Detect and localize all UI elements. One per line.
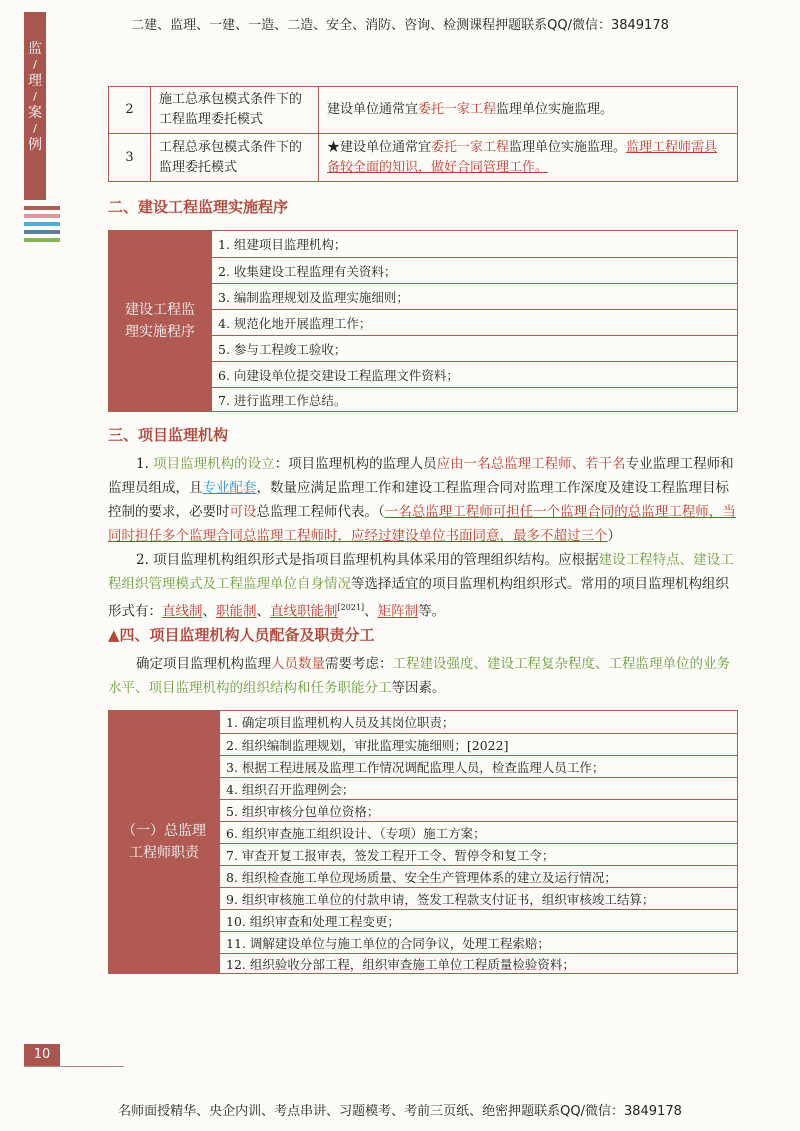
text: ：项目监理机构的监理人员 [274,456,437,472]
chapter-tab-char: 案 [28,105,42,121]
row-content-text: 监理单位实施监理。 [509,139,627,155]
row-content-highlight: 委托一家工程 [431,139,510,155]
deco-stripe [24,230,60,234]
chapter-tab-char: 监 [28,41,42,57]
row-content [319,87,738,134]
list-item: 8. 组织检查施工单位现场质量、安全生产管理体系的建立及运行情况； [220,865,737,887]
row-label: 工程总承包模式条件下的监理委托模式 [151,134,319,182]
procedure-box-label: 建设工程监理实施程序 [108,230,212,412]
text: 、 [364,603,378,620]
row-content-highlight: 监理工程师需具备较全面的知识，做好合同管理工作。 [327,139,718,175]
procedure-box [108,230,738,412]
row-content-highlight: 委托一家工程 [418,102,497,117]
text-highlight: 职能制 [216,603,257,620]
text: 2. 项目监理机构组织形式是指项目监理机构具体采用的管理组织结构。应根据 [136,552,599,568]
paragraph [108,548,738,624]
list-item: 4. 规范化地开展监理工作； [212,309,737,335]
procedure-list [212,230,738,412]
text: 等。 [418,603,446,620]
chapter-tab-sep: / [33,122,37,135]
text-highlight: 建设工程特点、建设工程组织管理模式及工程监理单位自身情况 [108,552,734,592]
section-heading: ▲四、项目监理机构人员配备及职责分工 [108,626,375,644]
table-row [109,87,738,134]
deco-stripe [24,214,60,218]
text: 等选择适宜的项目监理机构组织形式。常用的项目监理机构组织形式有： [108,576,729,620]
paragraph [108,652,738,700]
page-number: 10 [24,1044,60,1066]
text: ） [607,528,621,544]
section-heading: 二、建设工程监理实施程序 [108,198,289,216]
text-highlight: 项目监理机构的设立 [153,456,275,472]
list-item: 5. 参与工程竣工验收； [212,335,737,361]
row-number: 3 [109,134,151,182]
list-item: 9. 组织审核施工单位的付款申请，签发工程款支付证书，组织审核竣工结算； [220,887,737,909]
chapter-tab-sep: / [33,58,37,71]
text: 等因素。 [391,680,446,696]
deco-stripe [24,206,60,210]
duties-box-label: （一）总监理工程师职责 [108,710,220,974]
section-heading: 三、项目监理机构 [108,426,229,444]
chapter-tab-char: 例 [28,137,42,153]
text: 专业监理工程师和监理员组成，且 [108,456,734,496]
text-highlight: 专业配套 [202,480,257,496]
text-highlight: 应由一名总监理工程师、若干名 [436,456,626,472]
text: 、 [202,603,216,620]
text-highlight: 人员数量 [271,656,325,672]
list-item: 10. 组织审查和处理工程变更； [220,909,737,931]
list-item: 2. 收集建设工程监理有关资料； [212,257,737,283]
duties-list [220,710,738,974]
supervision-mode-table [108,86,738,182]
list-item: 3. 编制监理规划及监理实施细则； [212,283,737,309]
list-item: 6. 向建设单位提交建设工程监理文件资料； [212,361,737,387]
deco-stripe [24,238,60,242]
text-highlight: 矩阵制 [377,603,419,620]
list-item: 6. 组织审查施工组织设计、（专项）施工方案； [220,821,737,843]
list-item: 2. 组织编制监理规划，审批监理实施细则；[2022] [220,733,737,755]
text: 需要考虑： [325,656,393,672]
list-item: 11. 调解建设单位与施工单位的合同争议，处理工程索赔； [220,931,737,953]
text: ，数量应满足监理工作和建设工程监理合同对监理工作深度及建设工程监理目标控制的要求，必要时 [108,480,729,520]
year-tag: [2021] [337,603,365,612]
list-item: 7. 审查开复工报审表，签发工程开工令、暂停令和复工令； [220,843,737,865]
row-content-text: ★建设单位通常宜 [327,139,432,155]
duties-box [108,710,738,974]
row-content-text: 监理单位实施监理。 [496,102,614,117]
divider [24,1066,124,1067]
list-item: 12. 组织验收分部工程，组织审查施工单位工程质量检验资料； [220,953,737,973]
chapter-tab-char: 理 [28,73,42,89]
row-number: 2 [109,87,151,134]
list-item: 7. 进行监理工作总结。 [212,387,737,411]
text-highlight: 可设 [229,504,257,520]
page-header: 二建、监理、一建、一造、二造、安全、消防、咨询、检测课程押题联系QQ/微信：3849178 [131,18,669,33]
page-footer: 名师面授精华、央企内训、考点串讲、习题模考、考前三页纸、绝密押题联系QQ/微信：3849178 [118,1104,682,1119]
list-item: 4. 组织召开监理例会； [220,777,737,799]
row-content-text: 建设单位通常宜 [327,102,419,117]
text: 、 [256,603,270,620]
text-highlight: 直线制 [162,603,203,620]
chapter-tab [24,12,46,200]
text-highlight: 工程建设强度、建设工程复杂程度、工程监理单位的业务水平、项目监理机构的组织结构和任务职能分工 [108,656,730,696]
deco-stripe [24,222,60,226]
row-label: 施工总承包模式条件下的工程监理委托模式 [151,87,319,134]
text: 1. [136,456,154,472]
chapter-tab-sep: / [33,90,37,103]
paragraph [108,452,738,548]
list-item: 5. 组织审核分包单位资格； [220,799,737,821]
table-row [109,134,738,182]
text: 总监理工程师代表。（ [256,504,385,520]
list-item: 3. 根据工程进展及监理工作情况调配监理人员，检查监理人员工作； [220,755,737,777]
list-item: 1. 确定项目监理机构人员及其岗位职责； [226,715,455,730]
row-content [319,134,738,182]
list-item: 1. 组建项目监理机构； [218,237,347,252]
text-highlight: 直线职能制 [270,603,338,620]
text: 确定项目监理机构监理 [136,656,271,672]
text-highlight: 一名总监理工程师可担任一个监理合同的总监理工程师，当同时担任多个监理合同总监理工程师时，应经过建设单位书面同意，最多不超过三个 [108,504,736,544]
